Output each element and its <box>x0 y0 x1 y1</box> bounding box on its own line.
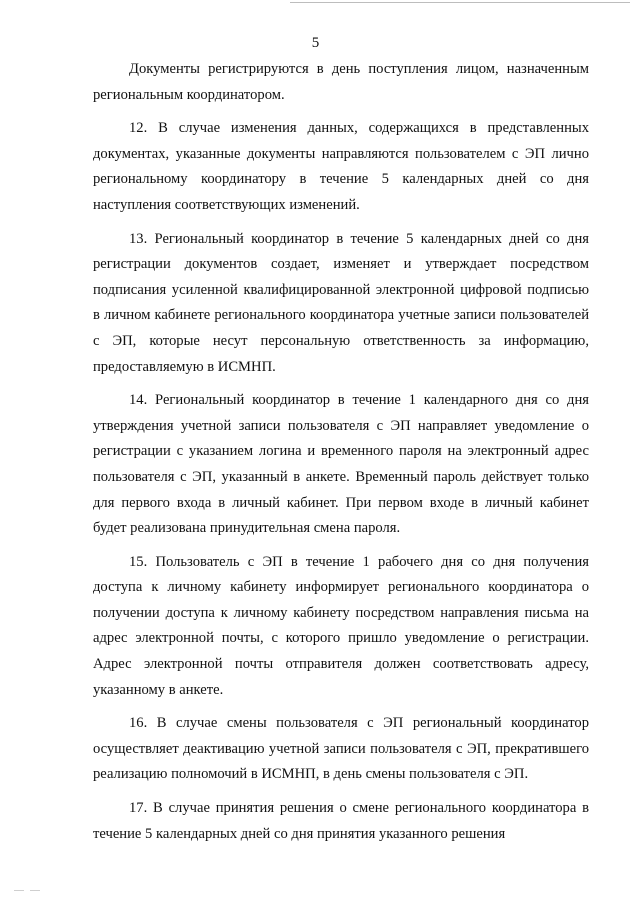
paragraph-documents-registration: Документы регистрируются в день поступления лицом, назначенным региональным координатором. <box>93 61 589 103</box>
document-body <box>93 57 589 855</box>
paragraph-16: 16. В случае смены пользователя с ЭП региональный координатор осуществляет деактивацию учетной записи пользователя с ЭП, прекратившего реализацию полномочий в ИСМНП, в день смены пользователя с ЭП. <box>93 715 589 783</box>
paragraph-15: 15. Пользователь с ЭП в течение 1 рабочего дня со дня получения доступа к личному кабинету информирует регионального координатора о получении доступа к личному кабинету посредством направления письма на адрес электронной почты, с которого пришло уведомление о регистрации. Адрес электронной почты отправителя должен соответствовать адресу, указанному в анкете. <box>93 553 589 698</box>
paragraph-17: 17. В случае принятия решения о смене регионального координатора в течение 5 календарных дней со дня принятия указанного решения <box>93 800 589 842</box>
paragraph-13: 13. Региональный координатор в течение 5 календарных дней со дня регистрации документов создает, изменяет и утверждает посредством подписания усиленной квалифицированной электронной цифровой подписью в личном кабинете регионального координатора учетные записи пользователей с ЭП, которые несут персональную ответственность за информацию, предоставляемую в ИСМНП. <box>93 230 589 375</box>
scan-artifact <box>30 890 40 891</box>
top-border-line <box>290 2 630 3</box>
paragraph-12: 12. В случае изменения данных, содержащихся в представленных документах, указанные документы направляются пользователем с ЭП лично региональному координатору в течение 5 календарных дней со дня наступления соответствующих изменений. <box>93 120 589 213</box>
page-number: 5 <box>311 35 320 51</box>
paragraph-14: 14. Региональный координатор в течение 1 календарного дня со дня утверждения учетной записи пользователя с ЭП направляет уведомление о регистрации с указанием логина и временного пароля на электронный адрес пользователя с ЭП, указанный в анкете. Временный пароль действует только для первого входа в личный кабинет. При первом входе в личный кабинет будет реализована принудительная смена пароля. <box>93 392 589 537</box>
scan-artifact <box>14 890 24 891</box>
